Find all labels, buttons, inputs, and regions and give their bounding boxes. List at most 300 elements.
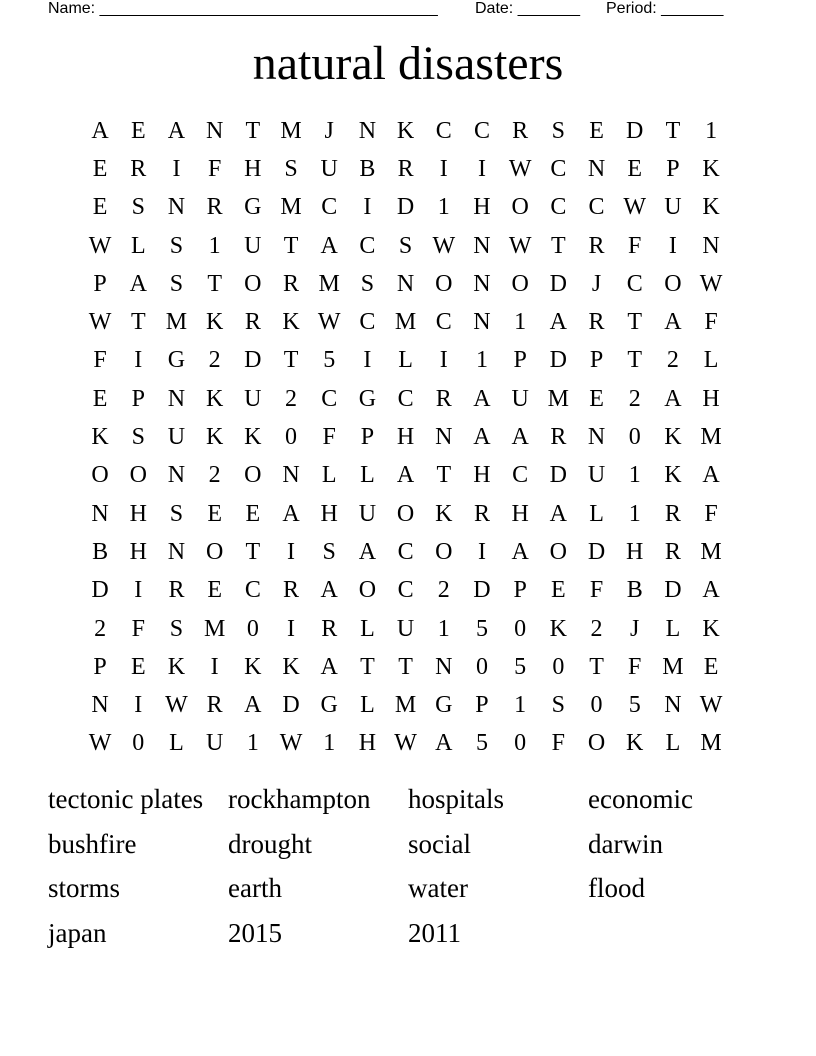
grid-cell: K (664, 462, 682, 489)
grid-cell: C (244, 577, 261, 604)
grid-cell: F (131, 615, 145, 642)
grid-cell: R (206, 194, 223, 221)
word-list-item: storms (48, 873, 121, 903)
grid-cell: E (92, 385, 108, 412)
grid-cell: F (551, 730, 566, 757)
grid-cell: T (207, 270, 222, 297)
grid-cell: D (587, 538, 606, 565)
grid-cell: R (130, 155, 147, 182)
grid-cell: L (321, 462, 337, 489)
grid-cell: L (703, 347, 719, 374)
grid-cell: A (358, 538, 377, 565)
grid-cell: N (282, 462, 300, 489)
grid-cell: 0 (552, 653, 565, 680)
grid-cell: D (244, 347, 262, 374)
grid-cell: 2 (437, 577, 450, 604)
grid-cell: W (432, 232, 456, 259)
grid-cell: I (287, 538, 296, 565)
grid-cell: O (91, 462, 109, 489)
grid-cell: O (244, 462, 262, 489)
grid-cell: R (397, 155, 414, 182)
grid-cell: R (283, 270, 300, 297)
grid-cell: 5 (628, 692, 641, 719)
grid-cell: W (394, 730, 417, 757)
grid-cell: F (589, 577, 604, 604)
grid-cell: E (627, 155, 643, 182)
grid-cell: N (587, 155, 606, 182)
grid-cell: K (205, 424, 224, 451)
grid-cell: W (317, 309, 341, 336)
grid-cell: N (702, 232, 720, 259)
grid-cell: L (665, 615, 681, 642)
grid-cell: N (396, 270, 415, 297)
grid-cell: T (627, 347, 643, 374)
grid-cell: I (172, 155, 181, 182)
grid-cell: H (129, 538, 147, 565)
grid-cell: A (664, 309, 682, 336)
grid-cell: E (130, 653, 146, 680)
grid-cell: P (475, 692, 489, 719)
grid-cell: R (588, 309, 605, 336)
grid-cell: 2 (628, 385, 641, 412)
grid-cell: L (169, 730, 184, 757)
grid-cell: H (358, 730, 377, 757)
grid-cell: E (589, 117, 604, 144)
grid-cell: W (699, 692, 723, 719)
grid-cell: 2 (94, 615, 107, 642)
grid-cell: 2 (208, 462, 221, 489)
grid-cell: E (207, 500, 222, 527)
grid-cell: I (134, 692, 143, 719)
grid-cell: A (91, 117, 109, 144)
grid-cell: T (551, 232, 566, 259)
grid-cell: O (435, 538, 453, 565)
grid-cell: L (360, 692, 375, 719)
grid-cell: S (551, 117, 566, 144)
grid-cell: T (245, 117, 261, 144)
grid-cell: O (396, 500, 415, 527)
grid-cell: C (321, 385, 338, 412)
grid-cell: B (359, 155, 376, 182)
grid-cell: A (282, 500, 300, 527)
grid-cell: S (284, 155, 298, 182)
grid-cell: T (283, 232, 299, 259)
grid-cell: S (398, 232, 413, 259)
grid-cell: 1 (437, 194, 450, 221)
grid-cell: H (702, 385, 720, 412)
grid-cell: K (205, 385, 224, 412)
grid-cell: F (704, 500, 718, 527)
word-list-item: economic (588, 784, 693, 814)
period-field (606, 0, 723, 18)
grid-cell: 5 (514, 653, 527, 680)
grid-cell: O (511, 194, 529, 221)
grid-cell: N (435, 653, 453, 680)
grid-cell: R (321, 615, 338, 642)
grid-cell: 1 (246, 730, 259, 757)
grid-cell: 2 (590, 615, 603, 642)
grid-cell: N (167, 462, 186, 489)
grid-cell: P (666, 155, 680, 182)
grid-cell: K (282, 653, 300, 680)
grid-cell: I (134, 347, 143, 374)
word-list-item: rockhampton (228, 784, 371, 814)
grid-cell: E (589, 385, 604, 412)
grid-cell: A (396, 462, 415, 489)
grid-cell: D (664, 577, 682, 604)
grid-cell: K (244, 653, 262, 680)
grid-cell: 1 (705, 117, 718, 144)
grid-cell: T (283, 347, 299, 374)
grid-cell: 5 (323, 347, 336, 374)
grid-cell: A (702, 577, 720, 604)
grid-cell: K (282, 309, 300, 336)
grid-cell: C (550, 194, 567, 221)
date-field (475, 0, 580, 18)
grid-cell: G (435, 692, 453, 719)
grid-cell: P (513, 347, 527, 374)
grid-cell: D (549, 270, 568, 297)
grid-cell: C (435, 309, 452, 336)
grid-cell: O (244, 270, 262, 297)
grid-cell: D (91, 577, 109, 604)
grid-cell: K (91, 424, 109, 451)
grid-cell: M (700, 538, 722, 565)
grid-cell: R (206, 692, 223, 719)
grid-cell: C (435, 117, 452, 144)
grid-cell: 0 (514, 730, 527, 757)
grid-cell: H (244, 155, 262, 182)
grid-cell: 0 (246, 615, 259, 642)
grid-cell: T (627, 309, 643, 336)
grid-cell: K (205, 309, 224, 336)
grid-cell: G (358, 385, 377, 412)
grid-cell: M (700, 424, 722, 451)
grid-cell: U (664, 194, 682, 221)
grid-cell: U (244, 232, 262, 259)
grid-cell: S (169, 232, 184, 259)
grid-cell: R (435, 385, 452, 412)
grid-cell: L (589, 500, 604, 527)
word-list-item: darwin (588, 828, 663, 859)
date-label: Date: (475, 0, 514, 17)
grid-cell: 2 (285, 385, 298, 412)
grid-cell: K (167, 653, 186, 680)
grid-cell: P (513, 577, 527, 604)
name-label: Name: (48, 0, 96, 17)
grid-cell: W (88, 730, 112, 757)
grid-cell: A (244, 692, 262, 719)
grid-cell: F (704, 309, 718, 336)
grid-cell: H (626, 538, 644, 565)
grid-cell: U (244, 385, 262, 412)
grid-cell: A (167, 117, 186, 144)
grid-cell: M (280, 117, 302, 144)
grid-cell: N (473, 232, 491, 259)
grid-cell: 1 (514, 692, 527, 719)
grid-cell: 2 (666, 347, 679, 374)
grid-cell: F (207, 155, 222, 182)
grid-cell: 1 (475, 347, 488, 374)
grid-cell: S (131, 424, 145, 451)
grid-cell: W (508, 155, 532, 182)
grid-cell: O (435, 270, 453, 297)
grid-cell: R (550, 424, 567, 451)
grid-cell: O (358, 577, 377, 604)
word-list-item: japan (48, 917, 107, 948)
grid-cell: H (320, 500, 338, 527)
grid-cell: K (626, 730, 644, 757)
grid-cell: N (473, 309, 491, 336)
grid-cell: R (283, 577, 300, 604)
grid-cell: D (549, 347, 568, 374)
grid-cell: K (702, 155, 720, 182)
grid-cell: A (702, 462, 720, 489)
grid-cell: K (702, 615, 720, 642)
grid-cell: N (91, 692, 109, 719)
grid-cell: N (587, 424, 606, 451)
grid-cell: P (93, 270, 107, 297)
grid-cell: U (358, 500, 377, 527)
grid-cell: N (664, 692, 682, 719)
grid-cell: J (591, 270, 602, 297)
grid-cell: A (129, 270, 147, 297)
grid-cell: K (664, 424, 682, 451)
grid-cell: C (588, 194, 605, 221)
grid-cell: T (130, 309, 146, 336)
grid-cell: I (287, 615, 296, 642)
grid-cell: R (512, 117, 529, 144)
grid-cell: S (360, 270, 375, 297)
grid-cell: W (88, 309, 112, 336)
grid-cell: N (167, 538, 186, 565)
grid-cell: R (588, 232, 605, 259)
grid-cell: W (623, 194, 647, 221)
grid-cell: 1 (208, 232, 221, 259)
grid-cell: P (360, 424, 375, 451)
grid-cell: 1 (323, 730, 336, 757)
grid-cell: R (664, 538, 681, 565)
grid-cell: T (665, 117, 681, 144)
grid-cell: T (589, 653, 604, 680)
grid-cell: K (702, 194, 720, 221)
grid-cell: P (131, 385, 145, 412)
name-field (48, 0, 438, 18)
grid-cell: K (435, 500, 453, 527)
grid-cell: R (244, 309, 261, 336)
grid-cell: F (322, 424, 336, 451)
grid-cell: A (320, 653, 338, 680)
grid-cell: P (589, 347, 604, 374)
word-list-item: bushfire (48, 828, 137, 859)
grid-cell: H (511, 500, 529, 527)
grid-cell: D (549, 462, 568, 489)
word-list-item: tectonic plates (48, 784, 204, 814)
grid-cell: D (626, 117, 644, 144)
grid-cell: S (169, 270, 184, 297)
grid-cell: U (511, 385, 529, 412)
grid-cell: R (473, 500, 490, 527)
word-list-item: flood (588, 873, 645, 903)
grid-cell: W (279, 730, 303, 757)
grid-cell: F (628, 653, 642, 680)
grid-cell: A (664, 385, 682, 412)
grid-cell: 1 (437, 615, 450, 642)
grid-cell: N (473, 270, 491, 297)
period-label: Period: (606, 0, 657, 17)
grid-cell: A (511, 424, 529, 451)
word-list-item: hospitals (408, 784, 505, 814)
grid-cell: E (207, 577, 222, 604)
grid-cell: W (699, 270, 723, 297)
grid-cell: N (205, 117, 224, 144)
grid-cell: L (360, 462, 375, 489)
grid-cell: O (205, 538, 224, 565)
grid-cell: L (398, 347, 413, 374)
grid-cell: I (363, 194, 372, 221)
grid-cell: 0 (628, 424, 641, 451)
grid-cell: 5 (475, 615, 488, 642)
letter-grid (81, 112, 730, 763)
grid-cell: N (91, 500, 109, 527)
grid-cell: O (587, 730, 606, 757)
grid-cell: 0 (514, 615, 527, 642)
grid-cell: I (134, 577, 143, 604)
grid-cell: S (169, 500, 184, 527)
grid-cell: M (203, 615, 226, 642)
grid-cell: 1 (514, 309, 527, 336)
grid-cell: J (630, 615, 640, 642)
grid-cell: 5 (475, 730, 488, 757)
grid-cell: U (167, 424, 186, 451)
grid-cell: S (131, 194, 145, 221)
grid-cell: M (165, 309, 188, 336)
grid-cell: T (245, 538, 261, 565)
grid-cell: A (473, 424, 491, 451)
grid-cell: C (359, 232, 376, 259)
grid-cell: W (165, 692, 188, 719)
grid-cell: E (92, 194, 108, 221)
grid-cell: N (167, 385, 186, 412)
grid-cell: I (668, 232, 677, 259)
grid-cell: G (244, 194, 262, 221)
grid-cell: L (130, 232, 146, 259)
grid-cell: I (477, 538, 486, 565)
grid-cell: P (93, 653, 107, 680)
grid-cell: 1 (628, 500, 641, 527)
word-list-item: earth (228, 873, 282, 903)
grid-cell: M (318, 270, 340, 297)
grid-cell: H (129, 500, 147, 527)
grid-cell: J (324, 117, 334, 144)
grid-cell: M (547, 385, 570, 412)
grid-cell: 0 (590, 692, 603, 719)
grid-cell: O (129, 462, 147, 489)
grid-cell: L (665, 730, 681, 757)
grid-cell: C (626, 270, 643, 297)
grid-cell: G (167, 347, 186, 374)
grid-cell: A (320, 577, 338, 604)
grid-cell: D (473, 577, 491, 604)
grid-cell: O (511, 270, 529, 297)
grid-cell: A (549, 309, 568, 336)
grid-cell: M (700, 730, 722, 757)
grid-cell: U (320, 155, 338, 182)
grid-cell: G (320, 692, 338, 719)
grid-cell: N (167, 194, 186, 221)
date-blank: _______ (517, 0, 580, 17)
grid-cell: A (473, 385, 491, 412)
word-list-item: water (408, 873, 468, 903)
grid-cell: A (511, 538, 529, 565)
grid-cell: E (703, 653, 719, 680)
grid-cell: B (626, 577, 643, 604)
header-line (0, 0, 816, 20)
grid-cell: D (282, 692, 300, 719)
grid-cell: T (436, 462, 452, 489)
grid-cell: 0 (475, 653, 488, 680)
grid-cell: F (628, 232, 642, 259)
grid-cell: U (587, 462, 606, 489)
grid-cell: L (360, 615, 375, 642)
grid-cell: C (473, 117, 490, 144)
grid-cell: C (397, 538, 414, 565)
word-list-item: 2011 (408, 917, 461, 948)
grid-cell: S (322, 538, 336, 565)
grid-cell: U (396, 615, 415, 642)
grid-cell: I (210, 653, 219, 680)
grid-cell: W (88, 232, 112, 259)
grid-cell: I (439, 347, 448, 374)
grid-cell: I (439, 155, 448, 182)
grid-cell: H (473, 462, 491, 489)
grid-cell: W (508, 232, 532, 259)
grid-cell: E (551, 577, 566, 604)
grid-cell: F (93, 347, 107, 374)
grid-cell: C (512, 462, 529, 489)
grid-cell: O (664, 270, 682, 297)
word-list-item: 2015 (228, 917, 282, 948)
grid-cell: C (550, 155, 567, 182)
grid-cell: 2 (208, 347, 221, 374)
grid-cell: B (92, 538, 109, 565)
grid-cell: O (549, 538, 568, 565)
grid-cell: K (549, 615, 568, 642)
grid-cell: T (360, 653, 375, 680)
grid-cell: A (435, 730, 453, 757)
grid-cell: T (398, 653, 413, 680)
grid-cell: S (169, 615, 184, 642)
word-list-item: drought (228, 828, 312, 859)
grid-cell: C (397, 577, 414, 604)
grid-cell: H (473, 194, 491, 221)
grid-cell: A (320, 232, 338, 259)
grid-cell: C (397, 385, 414, 412)
grid-cell: I (363, 347, 372, 374)
period-blank: _______ (661, 0, 724, 17)
grid-cell: I (477, 155, 486, 182)
grid-cell: N (435, 424, 453, 451)
grid-cell: R (664, 500, 681, 527)
grid-cell: 0 (285, 424, 298, 451)
grid-cell: M (662, 653, 684, 680)
grid-cell: C (321, 194, 338, 221)
grid-cell: M (394, 309, 417, 336)
grid-cell: C (359, 309, 376, 336)
word-list (48, 777, 768, 955)
grid-cell: A (549, 500, 568, 527)
grid-cell: R (168, 577, 185, 604)
